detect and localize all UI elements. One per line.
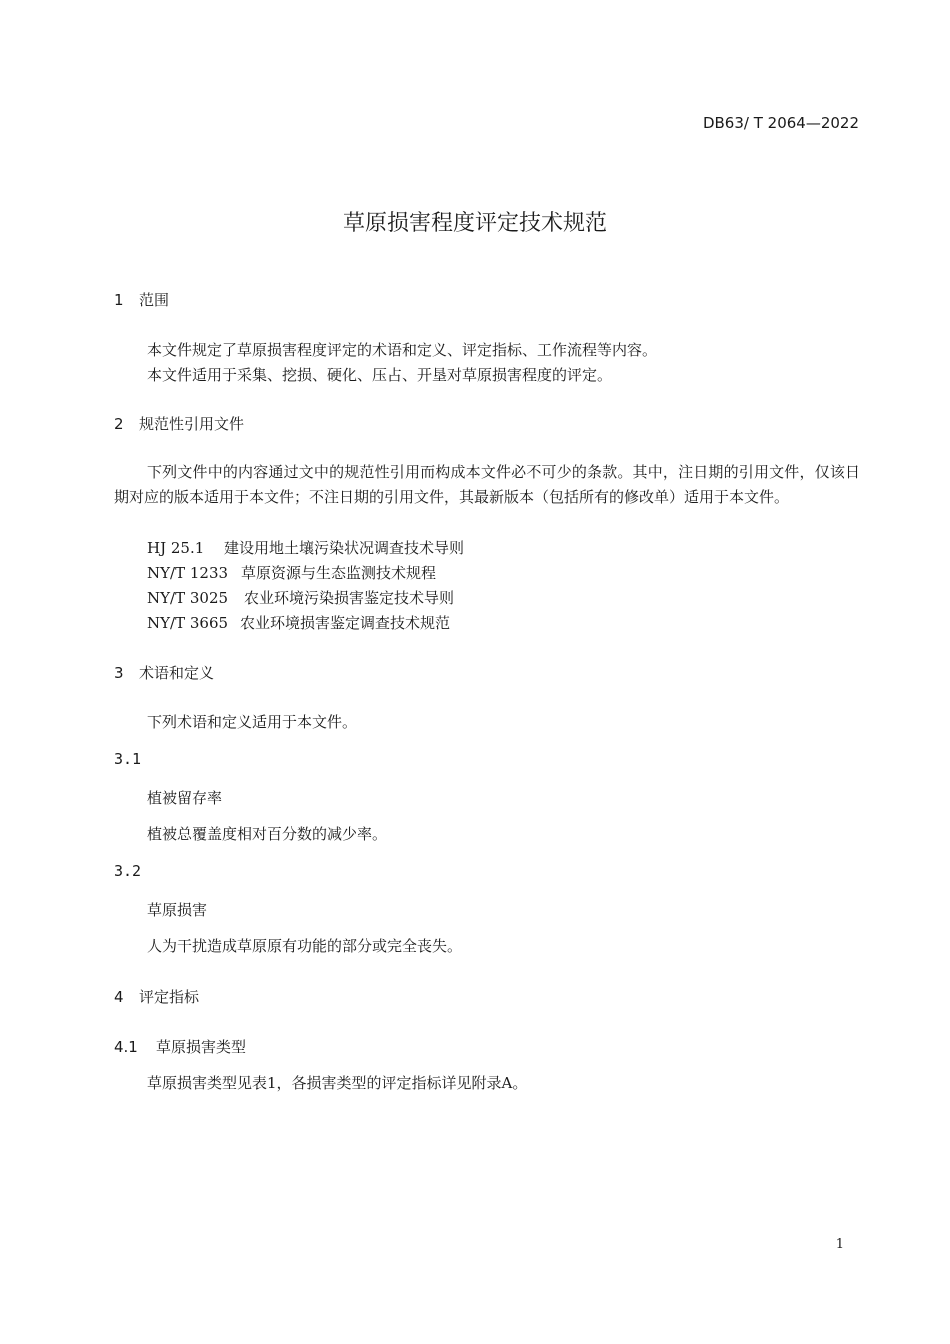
term-number: 3.2 bbox=[114, 862, 142, 880]
reference-item bbox=[147, 562, 436, 583]
reference-code: NY/T 3665 bbox=[147, 614, 229, 632]
section-number: 1 bbox=[114, 291, 124, 309]
term-definition: 植被总覆盖度相对百分数的减少率。 bbox=[147, 825, 388, 843]
section-title: 术语和定义 bbox=[139, 664, 215, 682]
section-1-heading bbox=[114, 289, 169, 310]
reference-title: 草原资源与生态监测技术规程 bbox=[241, 564, 437, 582]
reference-title: 农业环境污染损害鉴定技术导则 bbox=[244, 589, 455, 607]
reference-item bbox=[147, 537, 464, 558]
subsection-title: 草原损害类型 bbox=[156, 1038, 247, 1056]
subsection-number: 4.1 bbox=[114, 1038, 138, 1056]
standard-code: DB63/ T 2064—2022 bbox=[702, 114, 859, 132]
paragraph: 下列术语和定义适用于本文件。 bbox=[147, 713, 358, 731]
page-title: 草原损害程度评定技术规范 bbox=[342, 211, 607, 236]
section-3-heading bbox=[114, 662, 214, 683]
section-2-heading bbox=[114, 413, 244, 434]
section-number: 3 bbox=[114, 664, 124, 682]
reference-title: 农业环境损害鉴定调查技术规范 bbox=[240, 614, 451, 632]
subsection-4-1-heading bbox=[114, 1036, 246, 1057]
reference-code: NY/T 3025 bbox=[147, 589, 229, 607]
section-number: 2 bbox=[114, 415, 124, 433]
section-4-heading bbox=[114, 986, 199, 1007]
paragraph: 草原损害类型见表1，各损害类型的评定指标详见附录A。 bbox=[147, 1074, 528, 1092]
reference-item bbox=[147, 587, 454, 608]
term-number: 3.1 bbox=[114, 750, 142, 768]
section-title: 规范性引用文件 bbox=[139, 415, 245, 433]
section-title: 评定指标 bbox=[139, 988, 200, 1006]
term-name: 草原损害 bbox=[147, 901, 208, 919]
section-title: 范围 bbox=[139, 291, 170, 309]
reference-code: HJ 25.1 bbox=[147, 539, 205, 557]
page-number: 1 bbox=[835, 1237, 844, 1252]
term-definition: 人为干扰造成草原原有功能的部分或完全丧失。 bbox=[147, 937, 463, 955]
paragraph: 本文件规定了草原损害程度评定的术语和定义、评定指标、工作流程等内容。 bbox=[147, 341, 658, 359]
paragraph: 本文件适用于采集、挖损、硬化、压占、开垦对草原损害程度的评定。 bbox=[147, 366, 613, 384]
section-number: 4 bbox=[114, 988, 124, 1006]
term-name: 植被留存率 bbox=[147, 789, 223, 807]
reference-code: NY/T 1233 bbox=[147, 564, 229, 582]
paragraph: 下列文件中的内容通过文中的规范性引用而构成本文件必不可少的条款。其中，注日期的引用文件，仅该日期对应的版本适用于本文件；不注日期的引用文件，其最新版本（包括所有的修改单）适用于本文件。 bbox=[114, 463, 860, 506]
reference-item bbox=[147, 612, 450, 633]
reference-title: 建设用地土壤污染状况调查技术导则 bbox=[224, 539, 465, 557]
